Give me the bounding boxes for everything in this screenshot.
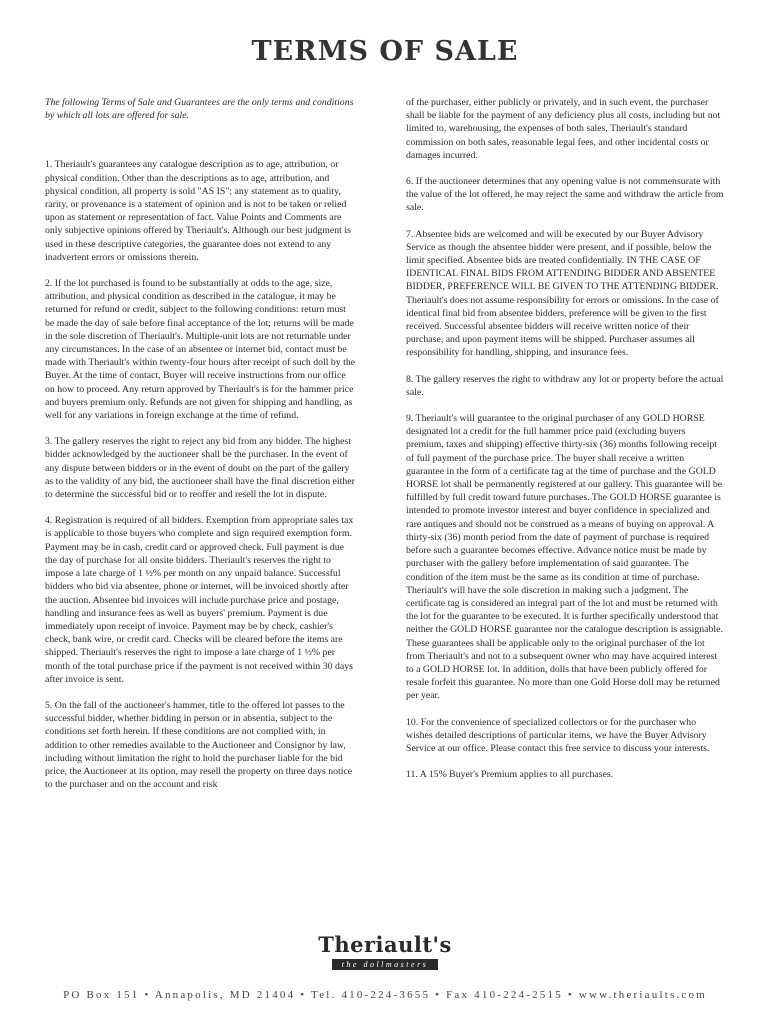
term-paragraph-1: 1. Theriault's guarantees any catalogue description as to age, attribution, or physical condition. Other than the descriptions as to age, attribution, and physical condition, all property is sold "AS IS"; any statement as to quality, rarity, or provenance is a statement of opinion and is not to be taken or relied upon as statement or representation of fact. Value Points and Comments are only subjective opinions offered by Theriault's. Although our best judgment is used in these descriptive categories, the guarantee does not extend to any inadvertent errors or omissions therein.: [45, 159, 351, 263]
term-paragraph-5: 5. On the fall of the auctioneer's hammer, title to the offered lot passes to the successful bidder, whether bidding in person or in absentia, subject to the conditions set forth herein. If these conditions are not complied with, in addition to other remedies available to the Auctioneer and Consignor by law, including without limitation the right to hold the purchaser liable for the bid price, the Auctioneer at its option, may resell the property on three days notice to the purchaser and on the account and risk: [45, 699, 353, 791]
term-paragraph-3: 3. The gallery reserves the right to reject any bid from any bidder. The highest bidder acknowledged by the auctioneer shall be the purchaser. In the event of any dispute between bidders or in the event of doubt on the part of the gallery as to the validity of any bid, the auctioneer shall have the final discretion either to determine the successful bid or to reoffer and resell the lot in dispute.: [45, 436, 355, 501]
intro-text: The following Terms of Sale and Guarantees are the only terms and conditions by which all lots are offered for sale.: [45, 97, 354, 122]
term-paragraph-6: 6. If the auctioneer determines that any opening value is not commensurate with the value of the lot offered, he may reject the same and withdraw the article from sale.: [406, 176, 724, 214]
term-paragraph-7: 7. Absentee bids are welcomed and will be executed by our Buyer Advisory Service as though the absentee bidder were present, and if possible, below the limit specified. Absentee bids are treated confidentially. IN THE CASE OF IDENTICAL FINAL BIDS FROM ATTENDING BIDDER AND ABSENTEE BIDDER, PREFERENCE WILL BE GIVEN TO THE ATTENDING BIDDER. Theriault's does not assume responsibility for errors or omissions. In the case of identical final bid from absentee bidders, preference will be given to the first received. Successful absentee bidders will receive written notice of their purchase, and upon payment items will be shipped. Purchaser assumes all responsibility for handling, shipping, and insurance fees.: [406, 228, 719, 359]
term-paragraph-11: 11. A 15% Buyer's Premium applies to all purchases.: [406, 769, 614, 781]
term-paragraph-10: 10. For the convenience of specialized collectors or for the purchaser who wishes detailed descriptions of particular items, we have the Buyer Advisory Service at our office. Please contact this free service to discuss your interests.: [406, 716, 710, 754]
term-paragraph-2: 2. If the lot purchased is found to be substantially at odds to the age, size, attribution, and physical condition as described in the catalogue, it may be returned for refund or credit, subject to the following conditions: return must be made the day of sale before final acceptance of the lot; returns will be made in the sole discretion of Theriault's. Multiple-unit lots are not returnable under any circumstances. In the case of an absentee or internet bid, contact must be made with Theriault's within twenty-four hours after receipt of such doll by the Buyer. At the time of contact, Buyer will receive instructions from our office on how to proceed. Any return approved by Theriault's is for the hammer price and buyers premium only. Refunds are not given for shipping and handling, as well for any variations in foreign exchange at the time of refund.: [45, 278, 356, 422]
left-column: [45, 96, 357, 804]
right-column: [406, 96, 724, 794]
term-paragraph-9: 9. Theriault's will guarantee to the original purchaser of any GOLD HORSE designated lot a credit for the full hammer price paid (excluding buyers premium, taxes and shipping) effective thirty-six (36) months following receipt of full payment of the purchase price. The buyer shall receive a written guarantee in the form of a certificate tag at the time of purchase and the GOLD HORSE lot shall be permanently registered at our gallery. This guarantee will be fulfilled by full credit toward future purchases. The GOLD HORSE guarantee is intended to promote investor interest and buyer confidence in specialized and rare antiques and should not be construed as a means of buying on approval. A thirty-six (36) month period from the date of payment of purchase is required before such a guarantee becomes effective. Advance notice must be made by purchaser with the gallery before implementation of said guarantee. The condition of the item must be the same as its condition at time of purchase. Theriault's will have the sole discretion in making such a judgment. The certificate tag is considered an integral part of the lot and must be returned with the lot for the guarantee to be executed. It is further specifically understood that neither the GOLD HORSE guarantee nor the catalogue description is assignable. These guarantees shall be applicable only to the original purchaser of the lot from Theriault's and not to a subsequent owner who may have acquired interest to a GOLD HORSE lot. In addition, dolls that have been publicly offered for resale forfeit this guarantee. No more than one Gold Horse doll may be returned per year.: [406, 413, 723, 702]
theriaults-logo: [0, 933, 770, 970]
logo-tagline: the dollmasters: [332, 959, 439, 970]
term-paragraph-8: 8. The gallery reserves the right to withdraw any lot or property before the actual sale.: [406, 373, 724, 398]
contact-footer: PO Box 151 • Annapolis, MD 21404 • Tel. 410-224-3655 • Fax 410-224-2515 • www.theriaults.com: [63, 989, 707, 1001]
logo-name: Theriault's: [318, 932, 452, 957]
term-paragraph-5-continued: of the purchaser, either publicly or privately, and in such event, the purchaser shall be liable for the payment of any deficiency plus all costs, including but not limited to, warehousing, the expenses of both sales, Theriault's standard commission on both sales, reasonable legal fees, and other incidental costs or damages incurred.: [406, 97, 721, 161]
page-title: TERMS OF SALE: [251, 36, 519, 67]
term-paragraph-4: 4. Registration is required of all bidders. Exemption from appropriate sales tax is applicable to those buyers who complete and sign required exemption form. Payment may be in cash, credit card or approved check. Full payment is due the day of purchase for all onsite bidders. Theriault's reserves the right to impose a late charge of 1 ½% per month on any unpaid balance. Successful bidders who bid via absentee, phone or internet, will be invoiced shortly after the auction. Absentee bid invoices will include purchase price and postage, handling and insurance fees as well as buyers' premium. Payment is due immediately upon receipt of invoice. Payment may be by check, cashier's check, bank wire, or credit card. Checks will be cleared before the items are shipped. Theriault's reserves the right to impose a late charge of 1 ½% per month of the total purchase price if the payment is not received within 30 days after invoice is sent.: [45, 515, 354, 685]
